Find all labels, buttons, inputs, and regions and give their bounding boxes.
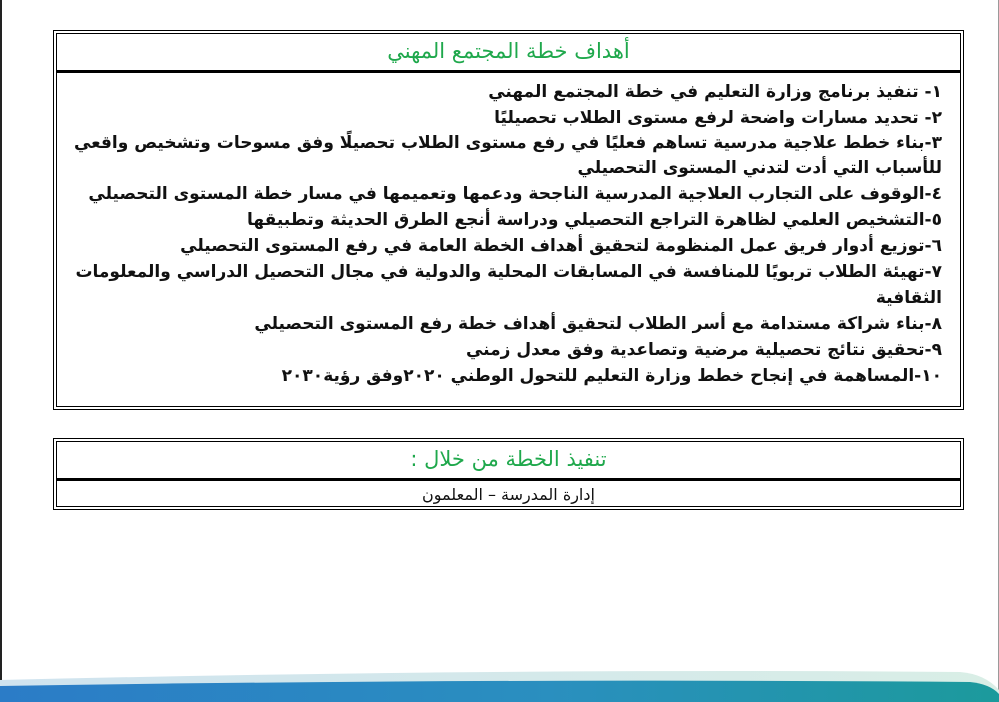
goal-item-7: ٧-تهيئة الطلاب تربويًا للمنافسة في المسابقات المحلية والدولية في مجال التحصيل الدراسي والمعلومات الثقافية xyxy=(75,262,942,308)
goals-box xyxy=(53,30,964,410)
goal-item-2: ٢- تحديد مسارات واضحة لرفع مستوى الطلاب تحصيليًا xyxy=(494,108,942,128)
goals-list xyxy=(57,73,960,389)
implementation-box xyxy=(53,438,964,510)
goal-item-4: ٤-الوقوف على التجارب العلاجية المدرسية الناجحة ودعمها وتعميمها في مسار خطة المستوى التحصيلي xyxy=(88,184,942,204)
goal-item-3: ٣-بناء خطط علاجية مدرسية تساهم فعليًا في رفع مستوى الطلاب تحصيلًا وفق مسوحات وتشخيص واقعي للأسباب التي أدت لتدني المستوى التحصيلي xyxy=(73,133,942,178)
goal-item-6: ٦-توزيع أدوار فريق عمل المنظومة لتحقيق أهداف الخطة العامة في رفع المستوى التحصيلي xyxy=(180,236,942,256)
goal-item-8: ٨-بناء شراكة مستدامة مع أسر الطلاب لتحقيق أهداف خطة رفع المستوى التحصيلي xyxy=(254,314,942,334)
implementation-title: تنفيذ الخطة من خلال : xyxy=(57,442,960,481)
page-left-edge xyxy=(0,0,2,702)
goal-item-5: ٥-التشخيص العلمي لظاهرة التراجع التحصيلي ودراسة أنجع الطرق الحديثة وتطبيقها xyxy=(247,210,942,230)
footer-gradient-band xyxy=(0,660,999,702)
goal-item-1: ١- تنفيذ برنامج وزارة التعليم في خطة المجتمع المهني xyxy=(488,82,942,102)
implementation-value: إدارة المدرسة – المعلمون xyxy=(422,485,595,504)
goal-item-10: ١٠-المساهمة في إنجاح خطط وزارة التعليم للتحول الوطني ٢٠٢٠وفق رؤية٢٠٣٠ xyxy=(281,366,942,386)
goals-title: أهداف خطة المجتمع المهني xyxy=(57,34,960,73)
goal-item-9: ٩-تحقيق نتائج تحصيلية مرضية وتصاعدية وفق معدل زمني xyxy=(465,340,942,360)
